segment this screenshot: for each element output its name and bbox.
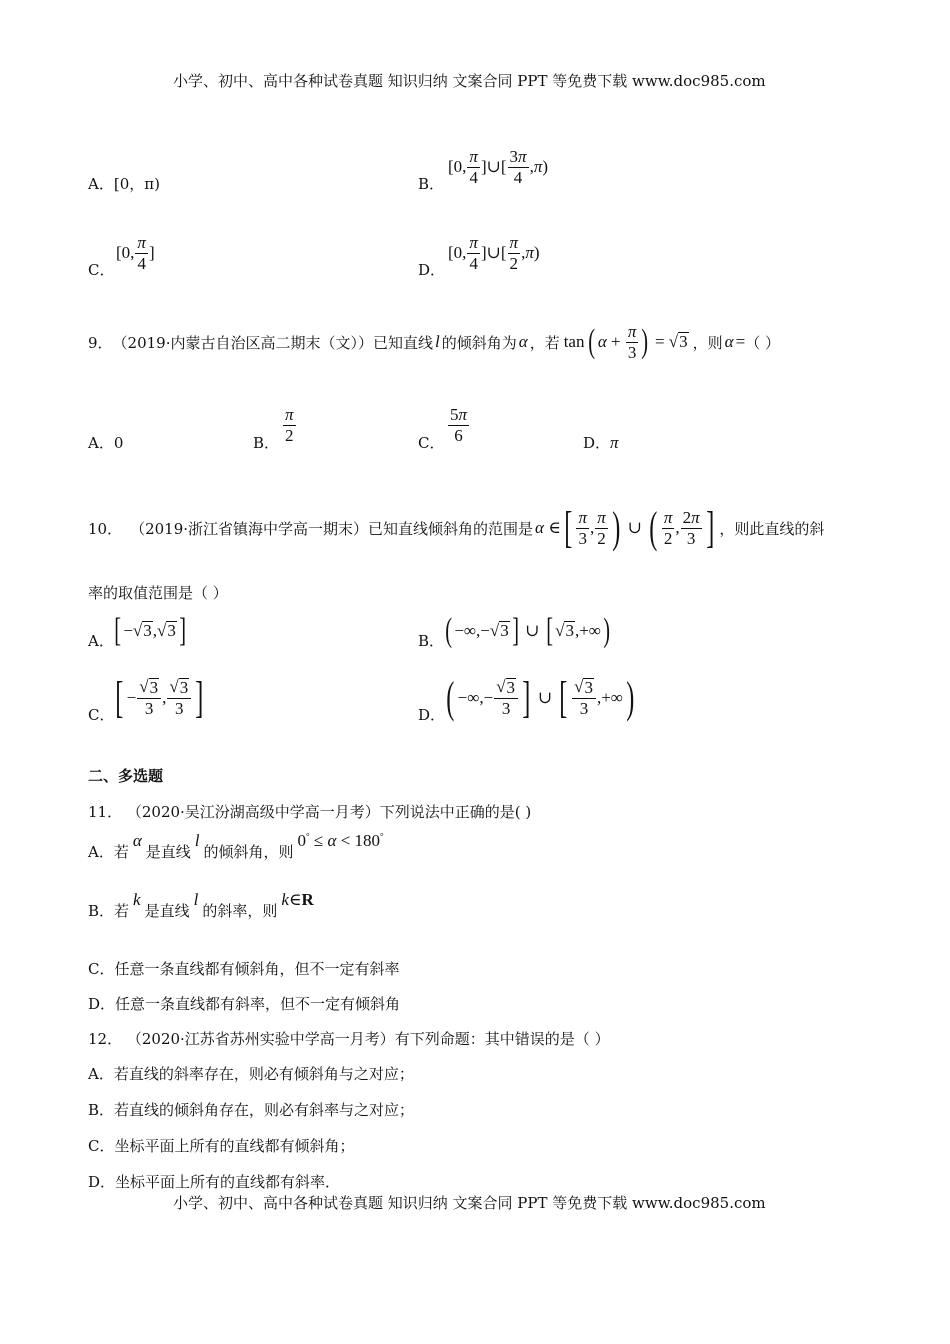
- q10-option-a-formula: [ − √ 3 , √ 3 ]: [114, 612, 186, 649]
- q11-option-a: A．若 α 是直线 l 的倾斜角，则 0° ≤ α < 180°: [88, 831, 384, 861]
- q9-option-d: D．π: [583, 433, 619, 452]
- q8-option-b-label: B．: [418, 175, 445, 193]
- option-label: A．: [88, 175, 114, 193]
- q10-option-b-formula: ( −∞,− √ 3 ] ∪ [ √ 3 ,+∞ ): [445, 612, 610, 649]
- q9-option-a: A．0: [88, 434, 124, 452]
- option-value: [0，π): [113, 175, 160, 193]
- page-header: 小学、初中、高中各种试卷真题 知识归纳 文案合同 PPT 等免费下载 www.doc985.com: [173, 72, 766, 90]
- q8-option-d-formula: [0, $\frac{\pi}{4}$ ]∪[ $\frac{\pi}{2}$ ,π): [448, 233, 540, 273]
- page-footer: 小学、初中、高中各种试卷真题 知识归纳 文案合同 PPT 等免费下载 www.doc985.com: [173, 1194, 766, 1212]
- q11-option-d: D．任意一条直线都有斜率，但不一定有倾斜角: [88, 995, 401, 1013]
- q12-option-d: D．坐标平面上所有的直线都有斜率．: [88, 1173, 341, 1191]
- option-value: 0: [113, 434, 124, 452]
- q10-formula: α ∈ [ $\frac{\pi}{3}$ , $\frac{\pi}{2}$ ) ∪ ( $\frac{\pi}{2}$ , $\frac{2\pi}{3}$ ]: [535, 503, 715, 552]
- q11-option-b: B．若 k 是直线 l 的斜率，则 k∈R: [88, 890, 314, 920]
- q10-option-a-label: A．: [88, 632, 114, 650]
- q10-option-d-formula: ( −∞,− √ 3 3 ] ∪ [ √ 3 3 ,+∞ ): [446, 673, 635, 722]
- q8-option-c-formula: [0, $\frac{\pi}{4}$ ]: [116, 233, 155, 273]
- q12-option-b: B．若直线的倾斜角存在，则必有斜率与之对应；: [88, 1101, 415, 1119]
- q12-stem: 12． （2020·江苏省苏州实验中学高一月考）有下列命题：其中错误的是（ ）: [88, 1030, 610, 1048]
- q8-option-d-label: D．: [418, 261, 446, 279]
- q9-option-b-label: B．: [253, 434, 280, 452]
- q10-option-c-formula: [ − √ 3 3 , √ 3 3 ]: [115, 673, 204, 722]
- section-title: 二、多选题: [88, 767, 164, 785]
- q11-stem: 11． （2020·吴江汾湖高级中学高一月考）下列说法中正确的是( ): [88, 803, 532, 821]
- q10-option-b-label: B．: [418, 632, 445, 650]
- question-text: （2019·浙江省镇海中学高一期末）已知直线倾斜角的范围是: [130, 519, 534, 538]
- q10-stem: 10． （2019·浙江省镇海中学高一期末）已知直线倾斜角的范围是 α ∈ [ $\frac{\pi}{3}$ , $\frac{\pi}{2}$ ) ∪ ( $\frac{\pi}{2}$ , $\frac{2\pi}{3}$ ] ，则此直线的斜: [88, 503, 825, 552]
- question-number: 10．: [88, 519, 123, 538]
- q8-option-c-label: C．: [88, 261, 115, 279]
- q9-option-c-formula: $\frac{5\pi}{6}$: [450, 405, 468, 445]
- q10-stem-cont: 率的取值范围是（ ）: [88, 584, 228, 602]
- q12-option-a: A．若直线的斜率存在，则必有倾斜角与之对应；: [88, 1065, 414, 1083]
- q9-option-b-formula: $\frac{\pi}{2}$: [285, 405, 294, 445]
- q9-formula: tan ( α + $\frac{\pi}{3}$ ) = √ 3: [563, 321, 688, 362]
- q12-option-c: C．坐标平面上所有的直线都有倾斜角；: [88, 1137, 355, 1155]
- question-number: 9．: [88, 333, 113, 352]
- q9-option-c-label: C．: [418, 434, 445, 452]
- q9-stem: 9． （2019·内蒙古自治区高二期末（文））已知直线 l 的倾斜角为 α ，若 tan ( α + $\frac{\pi}{3}$ ) = √ 3 ，则 α = （ ）: [88, 321, 780, 362]
- q11-option-c: C．任意一条直线都有倾斜角，但不一定有斜率: [88, 960, 400, 978]
- q8-option-b-formula: [0, $\frac{\pi}{4}$ ]∪[ $\frac{3\pi}{4}$ ,π): [448, 147, 549, 187]
- q10-option-c-label: C．: [88, 706, 115, 724]
- q8-option-a: [88, 173, 160, 194]
- q10-option-d-label: D．: [418, 706, 446, 724]
- question-text: （2019·内蒙古自治区高二期末（文））已知直线: [112, 333, 433, 352]
